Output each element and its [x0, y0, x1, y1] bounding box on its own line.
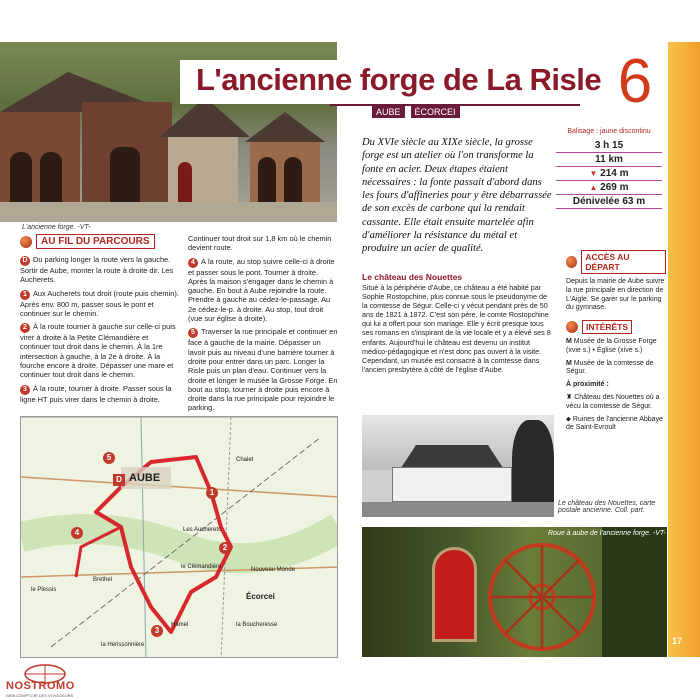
- duration: 3 h 15: [556, 139, 662, 153]
- nostromo-logo: [0, 662, 90, 700]
- map-label: la Herissonnière: [101, 642, 145, 648]
- place-tags: [372, 106, 460, 118]
- step-item: [20, 289, 180, 319]
- denivele: Dénivelée 63 m: [556, 195, 662, 209]
- nearby-text: Ruines de l'ancienne Abbaye de Saint-Evroult: [566, 415, 663, 432]
- interest-item: [566, 360, 666, 378]
- page-number: 17: [672, 636, 683, 646]
- step-marker: 5: [188, 328, 198, 338]
- interests-list: [566, 338, 666, 433]
- map-step-marker: 5: [103, 452, 115, 464]
- min-altitude: 269 m: [600, 182, 629, 193]
- logo-name: NOSTROMO: [6, 680, 75, 692]
- map-label: Nouveau Monde: [251, 567, 296, 573]
- ball-icon: [566, 256, 577, 268]
- ruins-icon: ⬥: [566, 415, 571, 423]
- access-heading: [566, 250, 666, 274]
- parcours-heading: [20, 234, 180, 249]
- step-marker: 3: [20, 385, 30, 395]
- place-tag: ÉCORCEI: [411, 106, 460, 118]
- step-text: À la route, tourner à droite. Passer sous la ligne HT puis virer dans le chemin à droite.: [20, 383, 172, 404]
- step-text: À la route tourner à gauche sur celle-ci puis virer à droite à la Petite Clémandière et continuer tout droit dans le chemin. À la 1re intersection à gauche, à la 2e à droite. À la fourche encore à droite. Dépasser une mare et continuer tout droit dans le chemin.: [20, 322, 176, 380]
- map-label-aube: AUBE: [129, 472, 161, 484]
- route-number: 6: [617, 47, 653, 116]
- chateau-photo: [362, 415, 554, 517]
- step-item: [188, 327, 338, 412]
- lead-text: Continuer tout droit sur 1,8 km où le chemin devient route.: [188, 234, 332, 253]
- step-marker: 2: [20, 323, 30, 333]
- map-label: Hamel: [171, 622, 189, 628]
- nearby-label: À proximité :: [566, 381, 609, 389]
- max-altitude: 214 m: [600, 168, 629, 179]
- balisage: Balisage : jaune discontinu: [567, 128, 651, 135]
- intro-text: Du XVIe siècle au XIXe siècle, la grosse forge est un atelier où l'on transforme la fonte en acier. Deux étapes étaient nécessaires : la fonte passait d'abord dans les fours d'affineries pour y être débarrassée de son excès de carbone qui la rendait cassante. Elle était ensuite martelée afin d'améliorer la résistance du métal et produire un acier de qualité.: [362, 137, 552, 255]
- museum-icon: M: [566, 359, 572, 367]
- step-item: [20, 255, 180, 285]
- map-step-marker: 1: [206, 487, 218, 499]
- page-title: L'ancienne forge de La Risle: [196, 62, 602, 97]
- step-text: Aux Aucherets tout droit (route puis chemin). Après env. 800 m, passer sous le pont et continuer sur le chemin.: [20, 288, 179, 318]
- map-label: le Plessis: [31, 587, 57, 593]
- middle-steps: [188, 234, 338, 417]
- parcours-steps: [20, 255, 180, 404]
- step-text: Traverser la rue principale et continuer en face à gauche de la mairie. Dépasser un lavoir puis au niveau d'une barrière tourner à droite pour entrer dans un parc. Longer la Risle puis un plan d'eau. Continuer vers la droite et longer le musée la Grosse Forge. En bout au stop, tourner à droite puis encore à droite dans la rue principale pour rejoindre le parking.: [188, 327, 338, 413]
- interest-text: Musée de la comtesse de Ségur.: [566, 359, 654, 376]
- orange-sidebar: [668, 42, 700, 657]
- map-start-marker: D: [113, 474, 125, 486]
- route-map: [20, 416, 338, 658]
- down-triangle-icon: ▼: [589, 169, 598, 178]
- interests-heading: [566, 320, 666, 334]
- step-marker: 1: [20, 290, 30, 300]
- access-heading-label: ACCÈS AU DÉPART: [581, 250, 666, 274]
- castle-icon: ♜: [566, 393, 573, 401]
- map-label: Brethel: [93, 577, 113, 583]
- distance: 11 km: [556, 153, 662, 167]
- wheel-caption: Roue à aube de l'ancienne forge. -VT-: [548, 530, 666, 537]
- ball-icon: [566, 321, 578, 333]
- step-marker: D: [20, 256, 30, 266]
- map-label: Écorcei: [246, 592, 275, 601]
- map-step-marker: 3: [151, 625, 163, 637]
- step-text: Du parking longer la route vers la gauche. Sortir de Aube, monter la route à droite dir. Les Aucherets.: [20, 255, 174, 285]
- nearby-item: [566, 394, 666, 412]
- map-label: la Boucheresse: [236, 622, 278, 628]
- museum-icon: M: [566, 338, 572, 345]
- map-label: Les Aucherets: [183, 527, 222, 533]
- step-item: [188, 257, 338, 324]
- step-item: [20, 322, 180, 379]
- ball-icon: [20, 236, 32, 248]
- place-tag: AUBE: [372, 106, 405, 118]
- max-altitude-row: [556, 167, 662, 181]
- interest-text: Musée de la Grosse Forge (xvie s.) • Église (xive s.): [566, 338, 657, 354]
- forge-photo-caption: L'ancienne forge. -VT-: [22, 224, 91, 231]
- interest-item: [566, 338, 666, 356]
- min-altitude-row: [556, 181, 662, 195]
- nearby-text: Château des Nouettes où a vécu la comtesse de Ségur.: [566, 393, 660, 410]
- chateau-text: Situé à la périphérie d'Aube, ce château a été habité par Sophie Rostopchine, plus connue sous le pseudonyme de la comtesse de Ségur. Celle-ci y vécut pendant près de 50 ans de 1821 à 1872. C'est son père, le comte Rostopchine qui lui a offert pour son mariage. Elle y écrit presque tous ses romans en s'inspirant de la vie locale et y a élevé ses 8 enfants. Aujourd'hui le château est devenu un institut médico-pédagogique et n'est donc pas ouvert à la visite. Cependant, un musée est consacré à la comtesse dans l'ancien presbytère à côté de l'église d'Aube.: [362, 283, 551, 374]
- interests-heading-label: INTÉRÊTS: [582, 320, 632, 334]
- up-triangle-icon: ▲: [589, 183, 598, 192]
- step-item: [20, 384, 180, 404]
- logo-tagline: WEB COMPTOIR DES VOYAGEURS: [6, 693, 74, 698]
- map-step-marker: 4: [71, 527, 83, 539]
- step-marker: 4: [188, 258, 198, 268]
- parcours-heading-label: AU FIL DU PARCOURS: [36, 234, 155, 249]
- chateau-caption: Le château des Nouettes, carte postale ancienne. Coll. part.: [558, 500, 656, 514]
- map-label: Chalet: [236, 457, 254, 463]
- access-text: Depuis la mairie de Aube suivre la rue principale en direction de L'Aigle. Se garer sur le parking du gymnase.: [566, 278, 665, 312]
- nearby-item: [566, 416, 666, 434]
- map-label: le Clémandière: [181, 564, 222, 570]
- step-text: À la route, au stop suivre celle-ci à droite et passer sous le pont. Tourner à droite. Après la maison s'engager dans le chemin à gauche. En bout à Aube rejoindre la route. Prendre à gauche au cédez-le-passage. Au 2e cédez-le-p. à droite. Au stop, tout droit (vue sur église à droite).: [188, 256, 335, 324]
- map-step-marker: 2: [219, 542, 231, 554]
- chateau-heading: Le château des Nouettes: [362, 272, 463, 282]
- wheel-photo: [362, 527, 667, 657]
- info-box: [556, 128, 662, 209]
